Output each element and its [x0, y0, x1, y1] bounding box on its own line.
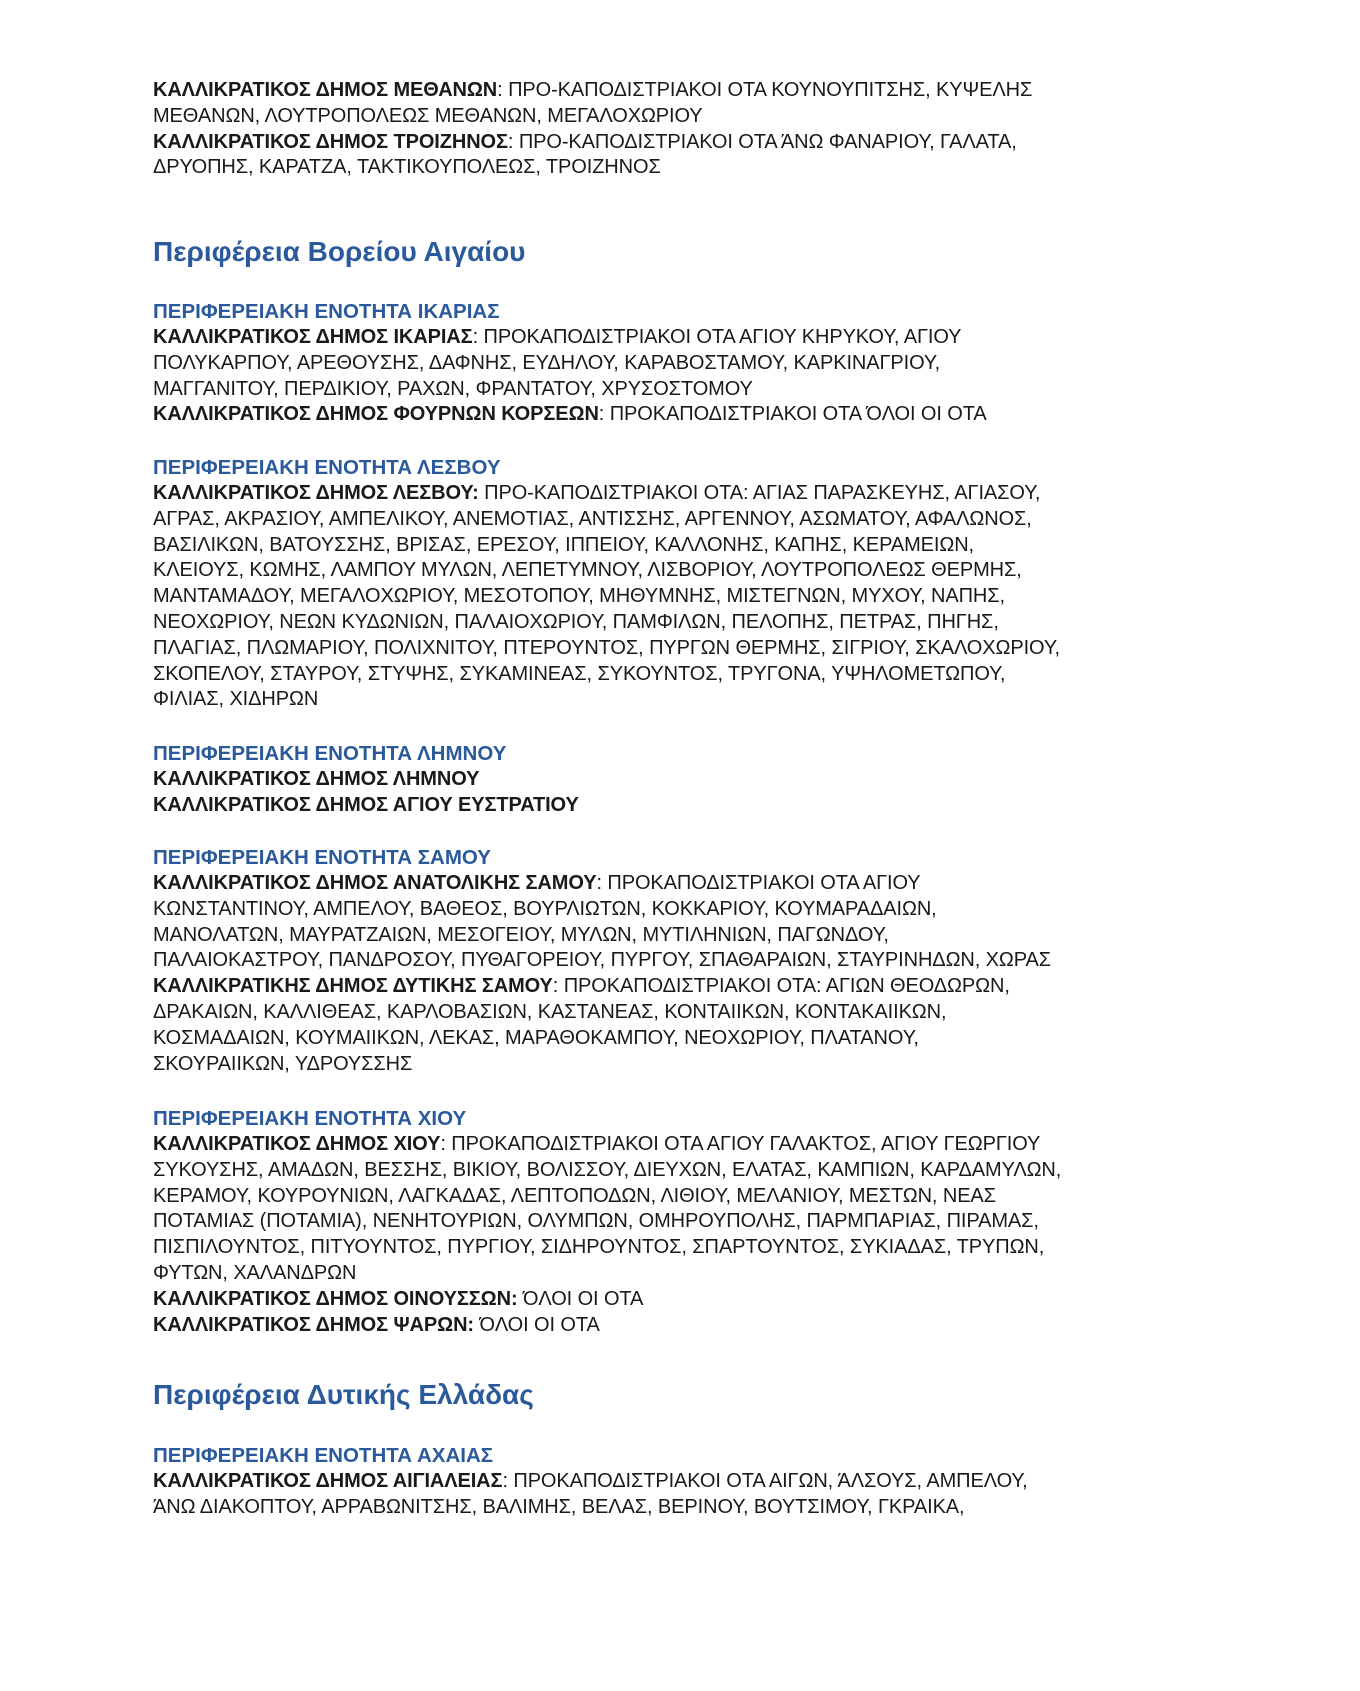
text-line: ΚΑΛΛΙΚΡΑΤΙΚΗΣ ΔΗΜΟΣ ΔΥΤΙΚΗΣ ΣΑΜΟΥ: ΠΡΟΚΑΠΟΔΙΣΤΡΙΑΚΟΙ ΟΤΑ: ΑΓΙΩΝ ΘΕΟΔΩΡΩΝ, — [153, 975, 1010, 998]
unit-section-lesvos — [153, 455, 1203, 713]
unit-heading: ΠΕΡΙΦΕΡΕΙΑΚΗ ΕΝΟΤΗΤΑ ΛΗΜΝΟΥ — [153, 742, 507, 765]
region-heading: Περιφέρεια Δυτικής Ελλάδας — [153, 1379, 534, 1410]
text-line: ΣΥΚΟΥΣΗΣ, ΑΜΑΔΩΝ, ΒΕΣΣΗΣ, ΒΙΚΙΟΥ, ΒΟΛΙΣΣΟΥ, ΔΙΕΥΧΩΝ, ΕΛΑΤΑΣ, ΚΑΜΠΙΩΝ, ΚΑΡΔΑΜΥΛΩΝ, — [153, 1158, 1062, 1181]
text-line: ΦΥΤΩΝ, ΧΑΛΑΝΔΡΩΝ — [153, 1261, 357, 1284]
unit-section-limnos — [153, 741, 1203, 819]
text-line: ΠΙΣΠΙΛΟΥΝΤΟΣ, ΠΙΤΥΟΥΝΤΟΣ, ΠΥΡΓΙΟΥ, ΣΙΔΗΡΟΥΝΤΟΣ, ΣΠΑΡΤΟΥΝΤΟΣ, ΣΥΚΙΑΔΑΣ, ΤΡΥΠΩΝ, — [153, 1236, 1045, 1259]
text-line: ΔΡΥΟΠΗΣ, ΚΑΡΑΤΖΑ, ΤΑΚΤΙΚΟΥΠΟΛΕΩΣ, ΤΡΟΙΖΗΝΟΣ — [153, 156, 661, 179]
text-line: ΚΑΛΛΙΚΡΑΤΙΚΟΣ ΔΗΜΟΣ ΤΡΟΙΖΗΝΟΣ: ΠΡΟ-ΚΑΠΟΔΙΣΤΡΙΑΚΟΙ ΟΤΑ ΆΝΩ ΦΑΝΑΡΙΟΥ, ΓΑΛΑΤΑ, — [153, 130, 1017, 153]
unit-section-samos — [153, 845, 1203, 1077]
text-line: ΠΛΑΓΙΑΣ, ΠΛΩΜΑΡΙΟΥ, ΠΟΛΙΧΝΙΤΟΥ, ΠΤΕΡΟΥΝΤΟΣ, ΠΥΡΓΩΝ ΘΕΡΜΗΣ, ΣΙΓΡΙΟΥ, ΣΚΑΛΟΧΩΡΙΟΥ, — [153, 636, 1060, 659]
text-line: ΚΛΕΙΟΥΣ, ΚΩΜΗΣ, ΛΑΜΠΟΥ ΜΥΛΩΝ, ΛΕΠΕΤΥΜΝΟΥ, ΛΙΣΒΟΡΙΟΥ, ΛΟΥΤΡΟΠΟΛΕΩΣ ΘΕΡΜΗΣ, — [153, 559, 1022, 582]
text-line: ΠΟΛΥΚΑΡΠΟΥ, ΑΡΕΘΟΥΣΗΣ, ΔΑΦΝΗΣ, ΕΥΔΗΛΟΥ, ΚΑΡΑΒΟΣΤΑΜΟΥ, ΚΑΡΚΙΝΑΓΡΙΟΥ, — [153, 351, 941, 374]
text-line: ΔΡΑΚΑΙΩΝ, ΚΑΛΛΙΘΕΑΣ, ΚΑΡΛΟΒΑΣΙΩΝ, ΚΑΣΤΑΝΕΑΣ, ΚΟΝΤΑΙΙΚΩΝ, ΚΟΝΤΑΚΑΙΙΚΩΝ, — [153, 1000, 947, 1023]
text-line: ΚΑΛΛΙΚΡΑΤΙΚΟΣ ΔΗΜΟΣ ΛΕΣΒΟΥ: ΠΡΟ-ΚΑΠΟΔΙΣΤΡΙΑΚΟΙ ΟΤΑ: ΑΓΙΑΣ ΠΑΡΑΣΚΕΥΗΣ, ΑΓΙΑΣΟΥ, — [153, 482, 1041, 504]
text-line: ΠΑΛΑΙΟΚΑΣΤΡΟΥ, ΠΑΝΔΡΟΣΟΥ, ΠΥΘΑΓΟΡΕΙΟΥ, ΠΥΡΓΟΥ, ΣΠΑΘΑΡΑΙΩΝ, ΣΤΑΥΡΙΝΗΔΩΝ, ΧΩΡΑΣ — [153, 949, 1052, 972]
text-line: ΑΓΡΑΣ, ΑΚΡΑΣΙΟΥ, ΑΜΠΕΛΙΚΟΥ, ΑΝΕΜΟΤΙΑΣ, ΑΝΤΙΣΣΗΣ, ΑΡΓΕΝΝΟΥ, ΑΣΩΜΑΤΟΥ, ΑΦΑΛΩΝΟΣ, — [153, 507, 1032, 530]
text-line: ΜΑΓΓΑΝΙΤΟΥ, ΠΕΡΔΙΚΙΟΥ, ΡΑΧΩΝ, ΦΡΑΝΤΑΤΟΥ, ΧΡΥΣΟΣΤΟΜΟΥ — [153, 377, 753, 400]
text-line: ΚΑΛΛΙΚΡΑΤΙΚΟΣ ΔΗΜΟΣ ΙΚΑΡΙΑΣ: ΠΡΟΚΑΠΟΔΙΣΤΡΙΑΚΟΙ ΟΤΑ ΑΓΙΟΥ ΚΗΡΥΚΟΥ, ΑΓΙΟΥ — [153, 326, 962, 348]
text-line: ΚΑΛΛΙΚΡΑΤΙΚΟΣ ΔΗΜΟΣ ΦΟΥΡΝΩΝ ΚΟΡΣΕΩΝ: ΠΡΟΚΑΠΟΔΙΣΤΡΙΑΚΟΙ ΟΤΑ ΌΛΟΙ ΟΙ ΟΤΑ — [153, 403, 987, 426]
text-line: ΜΑΝΤΑΜΑΔΟΥ, ΜΕΓΑΛΟΧΩΡΙΟΥ, ΜΕΣΟΤΟΠΟΥ, ΜΗΘΥΜΝΗΣ, ΜΙΣΤΕΓΝΩΝ, ΜΥΧΟΥ, ΝΑΠΗΣ, — [153, 585, 1005, 608]
text-line: ΚΕΡΑΜΟΥ, ΚΟΥΡΟΥΝΙΩΝ, ΛΑΓΚΑΔΑΣ, ΛΕΠΤΟΠΟΔΩΝ, ΛΙΘΙΟΥ, ΜΕΛΑΝΙΟΥ, ΜΕΣΤΩΝ, ΝΕΑΣ — [153, 1184, 996, 1207]
text-line: ΚΑΛΛΙΚΡΑΤΙΚΟΣ ΔΗΜΟΣ ΧΙΟΥ: ΠΡΟΚΑΠΟΔΙΣΤΡΙΑΚΟΙ ΟΤΑ ΑΓΙΟΥ ΓΑΛΑΚΤΟΣ, ΑΓΙΟΥ ΓΕΩΡΓΙΟΥ — [153, 1133, 1041, 1155]
text-line: ΚΩΝΣΤΑΝΤΙΝΟΥ, ΑΜΠΕΛΟΥ, ΒΑΘΕΟΣ, ΒΟΥΡΛΙΩΤΩΝ, ΚΟΚΚΑΡΙΟΥ, ΚΟΥΜΑΡΑΔΑΙΩΝ, — [153, 897, 937, 920]
text-line: ΣΚΟΥΡΑΙΙΚΩΝ, ΥΔΡΟΥΣΣΗΣ — [153, 1052, 413, 1075]
text-line: ΚΑΛΛΙΚΡΑΤΙΚΟΣ ΔΗΜΟΣ ΛΗΜΝΟΥ — [153, 768, 480, 790]
text-line: ΚΑΛΛΙΚΡΑΤΙΚΟΣ ΔΗΜΟΣ ΑΙΓΙΑΛΕΙΑΣ: ΠΡΟΚΑΠΟΔΙΣΤΡΙΑΚΟΙ ΟΤΑ ΑΙΓΩΝ, ΆΛΣΟΥΣ, ΑΜΠΕΛΟΥ, — [153, 1470, 1028, 1492]
text-line: ΒΑΣΙΛΙΚΩΝ, ΒΑΤΟΥΣΣΗΣ, ΒΡΙΣΑΣ, ΕΡΕΣΟΥ, ΙΠΠΕΙΟΥ, ΚΑΛΛΟΝΗΣ, ΚΑΠΗΣ, ΚΕΡΑΜΕΙΩΝ, — [153, 533, 974, 556]
text-line: ΜΑΝΟΛΑΤΩΝ, ΜΑΥΡΑΤΖΑΙΩΝ, ΜΕΣΟΓΕΙΟΥ, ΜΥΛΩΝ, ΜΥΤΙΛΗΝΙΩΝ, ΠΑΓΩΝΔΟΥ, — [153, 923, 889, 946]
continuation-text — [153, 78, 1203, 181]
unit-heading: ΠΕΡΙΦΕΡΕΙΑΚΗ ΕΝΟΤΗΤΑ ΛΕΣΒΟΥ — [153, 456, 501, 479]
text-line: ΣΚΟΠΕΛΟΥ, ΣΤΑΥΡΟΥ, ΣΤΥΨΗΣ, ΣΥΚΑΜΙΝΕΑΣ, ΣΥΚΟΥΝΤΟΣ, ΤΡΥΓΟΝΑ, ΥΨΗΛΟΜΕΤΩΠΟΥ, — [153, 662, 1006, 685]
text-line: ΚΑΛΛΙΚΡΑΤΙΚΟΣ ΔΗΜΟΣ ΟΙΝΟΥΣΣΩΝ: ΌΛΟΙ ΟΙ ΟΤΑ — [153, 1287, 644, 1310]
text-line: ΜΕΘΑΝΩΝ, ΛΟΥΤΡΟΠΟΛΕΩΣ ΜΕΘΑΝΩΝ, ΜΕΓΑΛΟΧΩΡΙΟΥ — [153, 104, 703, 127]
unit-heading: ΠΕΡΙΦΕΡΕΙΑΚΗ ΕΝΟΤΗΤΑ ΑΧΑΙΑΣ — [153, 1444, 494, 1467]
text-line: ΚΑΛΛΙΚΡΑΤΙΚΟΣ ΔΗΜΟΣ ΜΕΘΑΝΩΝ: ΠΡΟ-ΚΑΠΟΔΙΣΤΡΙΑΚΟΙ ΟΤΑ ΚΟΥΝΟΥΠΙΤΣΗΣ, ΚΥΨΕΛΗΣ — [153, 79, 1033, 101]
text-line: ΠΟΤΑΜΙΑΣ (ΠΟΤΑΜΙΑ), ΝΕΝΗΤΟΥΡΙΩΝ, ΟΛΥΜΠΩΝ, ΟΜΗΡΟΥΠΟΛΗΣ, ΠΑΡΜΠΑΡΙΑΣ, ΠΙΡΑΜΑΣ, — [153, 1210, 1039, 1233]
text-line: ΦΙΛΙΑΣ, ΧΙΔΗΡΩΝ — [153, 688, 319, 711]
unit-section-chios — [153, 1106, 1203, 1338]
unit-heading: ΠΕΡΙΦΕΡΕΙΑΚΗ ΕΝΟΤΗΤΑ ΧΙΟΥ — [153, 1107, 467, 1130]
text-line: ΚΑΛΛΙΚΡΑΤΙΚΟΣ ΔΗΜΟΣ ΑΓΙΟΥ ΕΥΣΤΡΑΤΙΟΥ — [153, 793, 579, 816]
unit-section-ikaria — [153, 299, 1203, 428]
text-line: ΆΝΩ ΔΙΑΚΟΠΤΟΥ, ΑΡΡΑΒΩΝΙΤΣΗΣ, ΒΑΛΙΜΗΣ, ΒΕΛΑΣ, ΒΕΡΙΝΟΥ, ΒΟΥΤΣΙΜΟΥ, ΓΚΡΑΙΚΑ, — [153, 1495, 965, 1518]
text-line: ΝΕΟΧΩΡΙΟΥ, ΝΕΩΝ ΚΥΔΩΝΙΩΝ, ΠΑΛΑΙΟΧΩΡΙΟΥ, ΠΑΜΦΙΛΩΝ, ΠΕΛΟΠΗΣ, ΠΕΤΡΑΣ, ΠΗΓΗΣ, — [153, 610, 999, 633]
region-heading: Περιφέρεια Βορείου Αιγαίου — [153, 236, 526, 267]
unit-heading: ΠΕΡΙΦΕΡΕΙΑΚΗ ΕΝΟΤΗΤΑ ΙΚΑΡΙΑΣ — [153, 300, 500, 323]
text-line: ΚΑΛΛΙΚΡΑΤΙΚΟΣ ΔΗΜΟΣ ΨΑΡΩΝ: ΌΛΟΙ ΟΙ ΟΤΑ — [153, 1313, 600, 1336]
text-line: ΚΟΣΜΑΔΑΙΩΝ, ΚΟΥΜΑΙΙΚΩΝ, ΛΕΚΑΣ, ΜΑΡΑΘΟΚΑΜΠΟΥ, ΝΕΟΧΩΡΙΟΥ, ΠΛΑΤΑΝΟΥ, — [153, 1026, 919, 1049]
text-line: ΚΑΛΛΙΚΡΑΤΙΚΟΣ ΔΗΜΟΣ ΑΝΑΤΟΛΙΚΗΣ ΣΑΜΟΥ: ΠΡΟΚΑΠΟΔΙΣΤΡΙΑΚΟΙ ΟΤΑ ΑΓΙΟΥ — [153, 872, 921, 894]
unit-heading: ΠΕΡΙΦΕΡΕΙΑΚΗ ΕΝΟΤΗΤΑ ΣΑΜΟΥ — [153, 846, 491, 869]
unit-section-achaia — [153, 1443, 1203, 1521]
